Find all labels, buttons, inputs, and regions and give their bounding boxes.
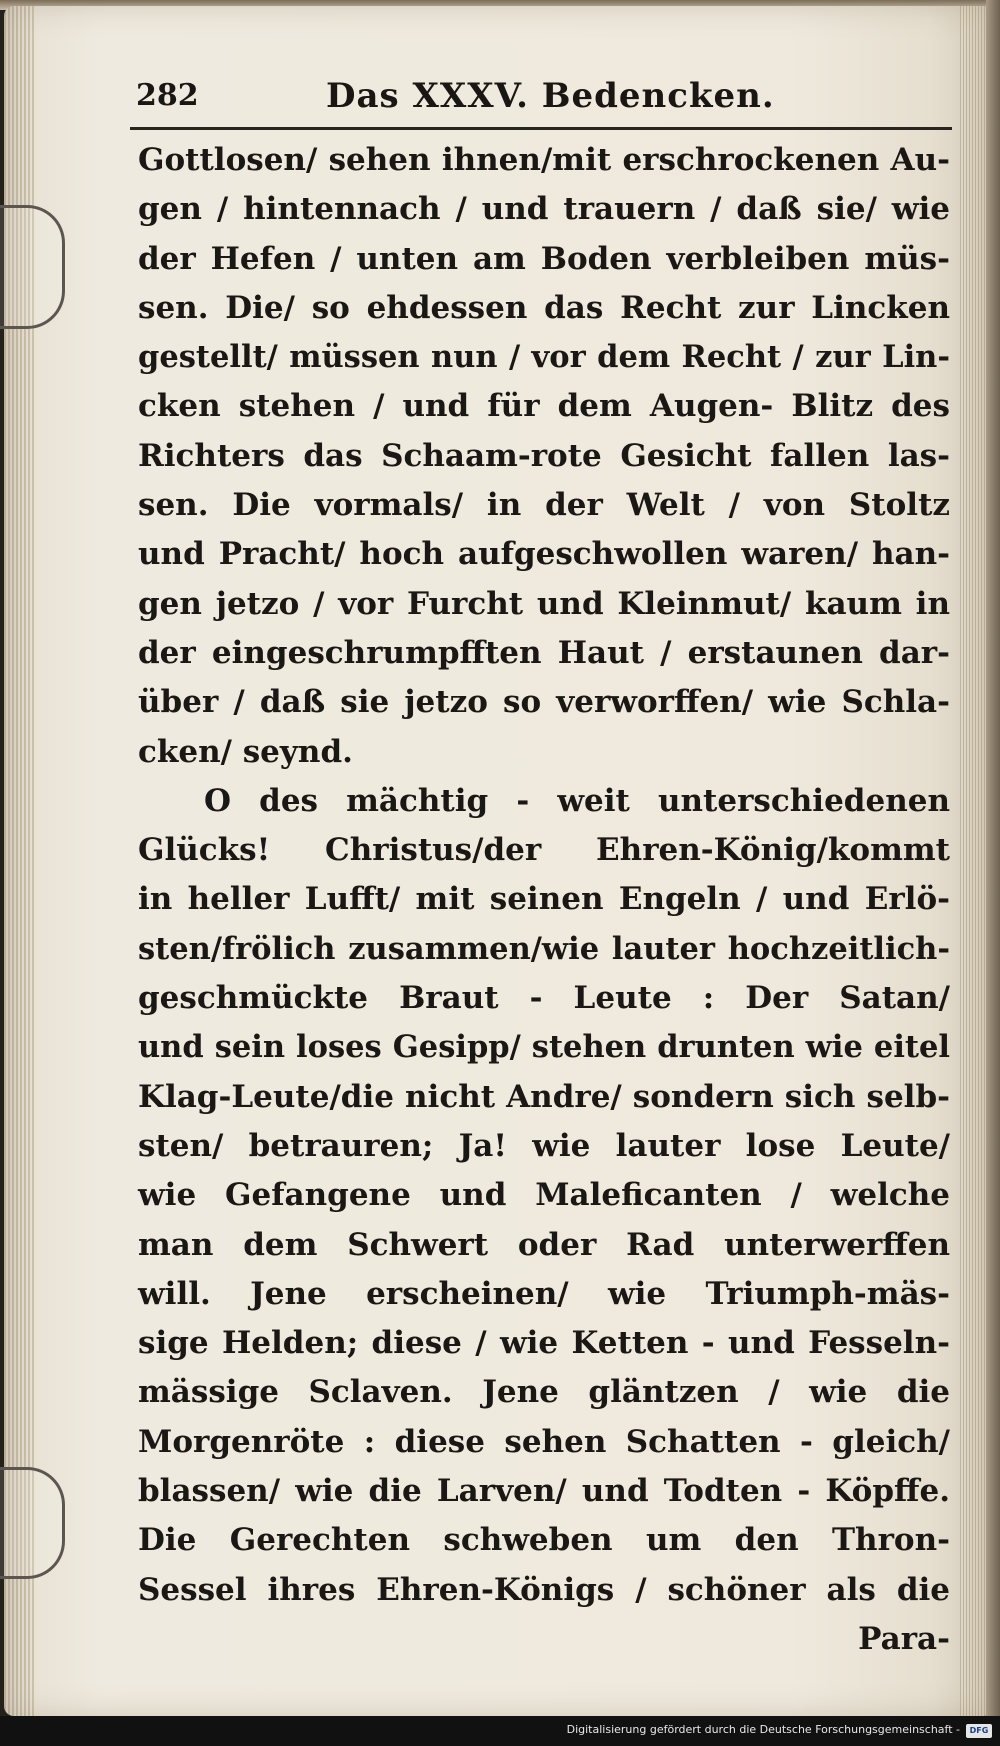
page-clip-top bbox=[0, 205, 65, 329]
text-line: über / daß sie jetzo so verworffen/ wie Schla- bbox=[138, 684, 950, 721]
text-line: Sessel ihres Ehren-Königs / schöner als die bbox=[138, 1571, 950, 1608]
paragraph-start-line: O des mächtig - weit unterschiedenen bbox=[204, 782, 950, 819]
text-line: Glücks! Christus/der Ehren-König/kommt bbox=[138, 832, 950, 869]
page-body bbox=[138, 136, 950, 1664]
text-line: blassen/ wie die Larven/ und Todten - Köpffe. bbox=[138, 1473, 950, 1510]
text-line: gen jetzo / vor Furcht und Kleinmut/ kaum in bbox=[138, 585, 950, 622]
page-number: 282 bbox=[136, 78, 199, 113]
text-line: cken stehen / und für dem Augen- Blitz des bbox=[138, 388, 950, 425]
text-line: in heller Lufft/ mit seinen Engeln / und Erlö- bbox=[138, 881, 950, 918]
text-line: will. Jene erscheinen/ wie Triumph-mäs- bbox=[138, 1275, 950, 1312]
header-rule bbox=[130, 127, 952, 130]
text-line: der eingeschrumpfften Haut / erstaunen dar- bbox=[138, 634, 950, 671]
text-line: gestellt/ müssen nun / vor dem Recht / zur Lin- bbox=[138, 339, 950, 376]
text-line: Klag-Leute/die nicht Andre/ sondern sich selb- bbox=[138, 1078, 950, 1115]
page-clip-bottom bbox=[0, 1467, 65, 1579]
funding-credit: Digitalisierung gefördert durch die Deutsche Forschungsgemeinschaft - bbox=[566, 1723, 960, 1736]
digitization-footer bbox=[0, 1716, 1000, 1746]
text-line: der Hefen / unten am Boden verbleiben müs- bbox=[138, 240, 950, 277]
text-line: und Pracht/ hoch aufgeschwollen waren/ han- bbox=[138, 536, 950, 573]
text-line: wie Gefangene und Maleficanten / welche bbox=[138, 1177, 950, 1214]
text-line: man dem Schwert oder Rad unterwerffen bbox=[138, 1226, 950, 1263]
text-line: sige Helden; diese / wie Ketten - und Fesseln- bbox=[138, 1325, 950, 1362]
dfg-logo: DFG bbox=[966, 1724, 992, 1738]
text-line: geschmückte Braut - Leute : Der Satan/ bbox=[138, 980, 950, 1017]
text-line: Morgenröte : diese sehen Schatten - gleich/ bbox=[138, 1423, 950, 1460]
book-fore-edge bbox=[986, 0, 1000, 1720]
text-line: sen. Die vormals/ in der Welt / von Stoltz bbox=[138, 487, 950, 524]
text-line: sen. Die/ so ehdessen das Recht zur Lincken bbox=[138, 289, 950, 326]
text-line: und sein loses Gesipp/ stehen drunten wie eitel bbox=[138, 1029, 950, 1066]
catchword: Para- bbox=[858, 1620, 950, 1657]
running-title: Das XXXV. Bedencken. bbox=[326, 76, 775, 116]
text-line: sten/frölich zusammen/wie lauter hochzeitlich- bbox=[138, 930, 950, 967]
text-line: Gottlosen/ sehen ihnen/mit erschrockenen Au- bbox=[138, 142, 950, 178]
text-line: Richters das Schaam-rote Gesicht fallen las- bbox=[138, 437, 950, 474]
text-line: cken/ seynd. bbox=[138, 733, 353, 770]
text-line: sten/ betrauren; Ja! wie lauter lose Leute/ bbox=[138, 1127, 950, 1164]
running-header bbox=[136, 78, 956, 122]
text-line: gen / hintennach / und trauern / daß sie/ wie bbox=[138, 191, 950, 228]
text-line: mässige Sclaven. Jene gläntzen / wie die bbox=[138, 1374, 950, 1411]
text-line: Die Gerechten schweben um den Thron- bbox=[138, 1522, 950, 1559]
